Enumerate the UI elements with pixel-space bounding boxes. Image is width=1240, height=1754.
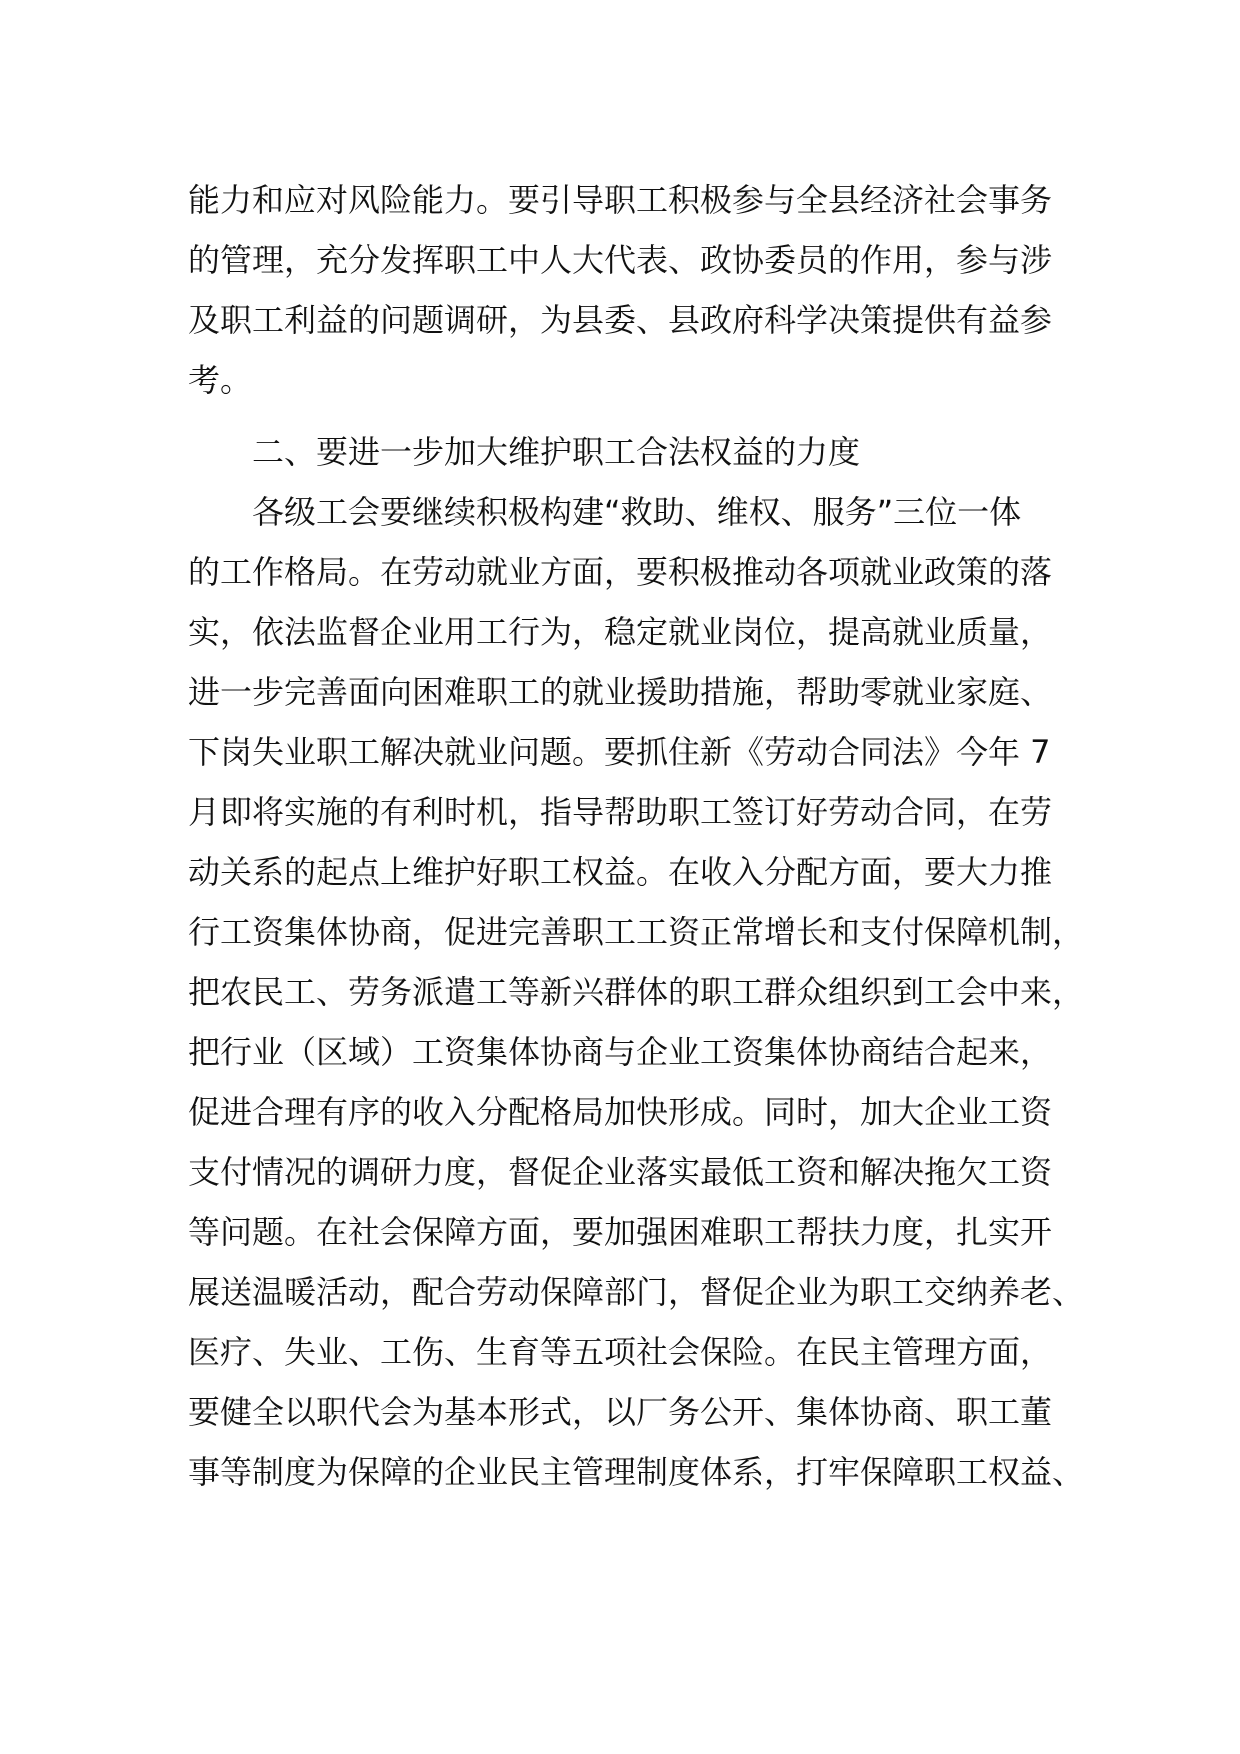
text-line-22: 事等制度为保障的企业民主管理制度体系，打牢保障职工权益、 (188, 1453, 1085, 1491)
text-line-15: 把行业（区域）工资集体协商与企业工资集体协商结合起来， (188, 1033, 1053, 1071)
text-line-2: 的管理，充分发挥职工中人大代表、政协委员的作用，参与涉 (188, 241, 1053, 279)
text-line-18: 等问题。在社会保障方面，要加强困难职工帮扶力度，扎实开 (188, 1213, 1053, 1251)
text-line-10: 下岗失业职工解决就业问题。要抓住新《劳动合同法》今年 7 (188, 733, 1051, 771)
text-line-1: 能力和应对风险能力。要引导职工积极参与全县经济社会事务 (188, 181, 1053, 219)
text-line-17: 支付情况的调研力度，督促企业落实最低工资和解决拖欠工资 (188, 1153, 1053, 1191)
text-line-7: 的工作格局。在劳动就业方面，要积极推动各项就业政策的落 (188, 553, 1053, 591)
text-line-16: 促进合理有序的收入分配格局加快形成。同时，加大企业工资 (188, 1093, 1053, 1131)
text-line-19: 展送温暖活动，配合劳动保障部门，督促企业为职工交纳养老、 (188, 1273, 1085, 1311)
text-line-11: 月即将实施的有利时机，指导帮助职工签订好劳动合同，在劳 (188, 793, 1053, 831)
text-line-8: 实，依法监督企业用工行为，稳定就业岗位，提高就业质量， (188, 613, 1053, 651)
text-line-20: 医疗、失业、工伤、生育等五项社会保险。在民主管理方面， (188, 1333, 1053, 1371)
text-line-14: 把农民工、劳务派遣工等新兴群体的职工群众组织到工会中来， (188, 973, 1085, 1011)
section-heading: 二、要进一步加大维护职工合法权益的力度 (252, 433, 861, 471)
text-line-6: 各级工会要继续积极构建“救助、维权、服务”三位一体 (252, 493, 1022, 531)
text-line-21: 要健全以职代会为基本形式，以厂务公开、集体协商、职工董 (188, 1393, 1053, 1431)
text-line-9: 进一步完善面向困难职工的就业援助措施，帮助零就业家庭、 (188, 673, 1053, 711)
text-line-12: 动关系的起点上维护好职工权益。在收入分配方面，要大力推 (188, 853, 1053, 891)
text-line-4: 考。 (188, 361, 253, 399)
text-line-3: 及职工利益的问题调研，为县委、县政府科学决策提供有益参 (188, 301, 1053, 339)
text-line-13: 行工资集体协商，促进完善职工工资正常增长和支付保障机制， (188, 913, 1085, 951)
